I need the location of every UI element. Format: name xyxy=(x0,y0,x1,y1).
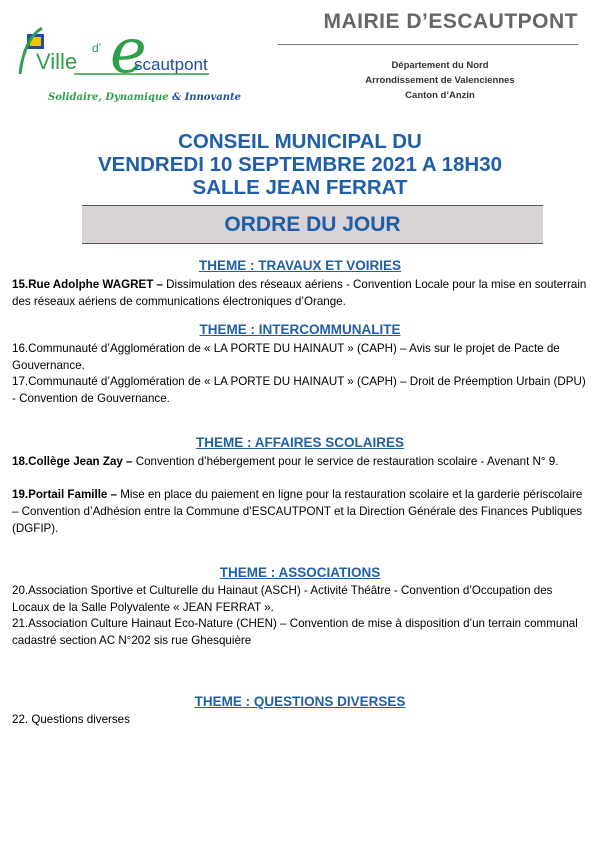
logo-scautpont: scautpont xyxy=(134,55,208,74)
agenda-item-15: 15.Rue Adolphe WAGRET – Dissimulation des réseaux aériens - Convention Locale pour la mise en souterrain des réseaux aériens de communications électroniques d’Orange. xyxy=(12,278,587,308)
agenda-item-20: 20.Association Sportive et Culturelle du Hainaut (ASCH) - Activité Théâtre - Convention d’Occupation des Locaux de la Salle Polyvalente « JEAN FERRAT ». xyxy=(12,584,553,614)
slogan-part1: Solidaire, Dynamique xyxy=(48,92,173,103)
slogan-part2: Innovante xyxy=(181,92,242,103)
admin-info xyxy=(340,58,540,103)
theme-affaires-scolaires: THEME : AFFAIRES SCOLAIRES xyxy=(195,435,404,450)
title-line1: CONSEIL MUNICIPAL DU xyxy=(178,130,422,153)
meeting-title xyxy=(0,130,600,199)
agenda-item-17: 17.Communauté d’Agglomération de « LA PORTE DU HAINAUT » (CAPH) – Droit de Préemption Urbain (DPU) - Convention de Gouvernance. xyxy=(12,375,586,405)
agenda-item-21: 21.Association Culture Hainaut Eco-Nature (CHEN) – Convention de mise à disposition d’un terrain communal cadastré section AC N°202 sis rue Ghesquière xyxy=(12,617,578,647)
title-line2: VENDREDI 10 SEPTEMBRE 2021 A 18H30 xyxy=(97,153,503,176)
agenda-item-18: 18.Collège Jean Zay – Convention d’hébergement pour le service de restauration scolaire - Avenant N° 9. xyxy=(12,455,559,468)
agenda-item-22: 22. Questions diverses xyxy=(12,713,130,726)
logo-ville: Ville xyxy=(36,49,78,74)
theme-intercommunalite: THEME : INTERCOMMUNALITE xyxy=(199,322,401,337)
agenda-item-16: 16.Communauté d’Agglomération de « LA PORTE DU HAINAUT » (CAPH) – Avis sur le projet de Pacte de Gouvernance. xyxy=(12,342,560,372)
logo-slogan xyxy=(48,92,241,103)
ordre-du-jour: ORDRE DU JOUR xyxy=(224,213,401,236)
arrondissement: Arrondissement de Valenciennes xyxy=(365,75,515,86)
logo-d: d’ xyxy=(92,41,102,55)
ordre-du-jour-banner xyxy=(82,205,543,244)
theme-associations: THEME : ASSOCIATIONS xyxy=(219,565,381,580)
theme-travaux: THEME : TRAVAUX ET VOIRIES xyxy=(198,258,401,273)
mairie-title: MAIRIE D’ESCAUTPONT xyxy=(278,10,578,45)
agenda-item-19: 19.Portail Famille – Mise en place du paiement en ligne pour la restauration scolaire et la garderie périscolaire – Convention d’Adhésion entre la Commune d’ESCAUTPONT et la Direction Générale des Finances Publiques (DGFIP). xyxy=(12,488,583,535)
slogan-amp: & xyxy=(172,92,182,103)
canton: Canton d’Anzin xyxy=(405,90,475,101)
title-line3: SALLE JEAN FERRAT xyxy=(192,176,408,199)
departement: Département du Nord xyxy=(391,60,489,71)
logo-big-e: e xyxy=(110,14,147,87)
theme-questions-diverses: THEME : QUESTIONS DIVERSES xyxy=(194,694,406,709)
